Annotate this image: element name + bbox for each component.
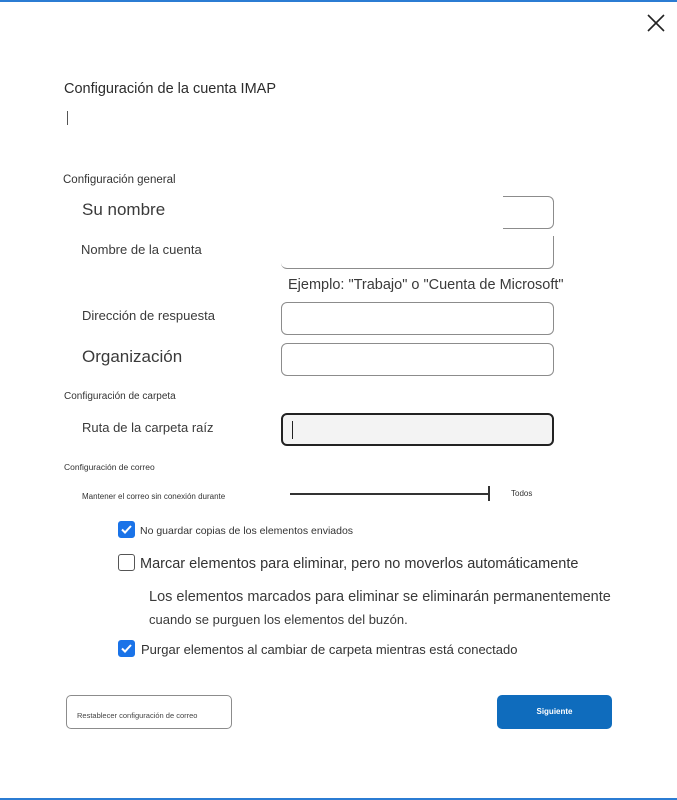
account-name-hint: Ejemplo: "Trabajo" o "Cuenta de Microsoft" bbox=[288, 277, 564, 293]
text-caret bbox=[67, 111, 68, 125]
reply-address-label: Dirección de respuesta bbox=[82, 308, 215, 323]
section-heading-folders: Configuración de carpeta bbox=[64, 391, 176, 402]
mark-for-deletion-checkbox[interactable] bbox=[118, 554, 135, 571]
purge-on-switch-checkbox[interactable] bbox=[118, 640, 135, 657]
reply-address-field[interactable] bbox=[281, 302, 554, 335]
no-sent-copies-label: No guardar copias de los elementos enviados bbox=[140, 525, 354, 537]
organization-field[interactable] bbox=[281, 343, 554, 376]
next-button[interactable]: Siguiente bbox=[497, 695, 612, 729]
mark-for-deletion-label: Marcar elementos para eliminar, pero no moverlos automáticamente bbox=[140, 556, 579, 572]
offline-slider-thumb[interactable] bbox=[488, 486, 490, 501]
checkmark-icon bbox=[119, 522, 134, 537]
close-icon[interactable] bbox=[645, 12, 667, 34]
name-field[interactable] bbox=[503, 196, 554, 229]
no-sent-copies-checkbox[interactable] bbox=[118, 521, 135, 538]
purge-note-line1: Los elementos marcados para eliminar se eliminarán permanentemente bbox=[149, 589, 611, 605]
dialog-title: Configuración de la cuenta IMAP bbox=[64, 81, 276, 97]
purge-on-switch-label: Purgar elementos al cambiar de carpeta mientras está conectado bbox=[141, 642, 518, 657]
offline-slider-track[interactable] bbox=[290, 493, 490, 495]
section-heading-general: Configuración general bbox=[63, 174, 176, 186]
reset-mail-settings-button[interactable]: Restablecer configuración de correo bbox=[66, 695, 232, 729]
section-heading-mail: Configuración de correo bbox=[64, 462, 155, 472]
account-name-field[interactable] bbox=[281, 236, 554, 269]
account-name-label: Nombre de la cuenta bbox=[81, 242, 202, 257]
root-folder-caret bbox=[292, 421, 293, 439]
organization-label: Organización bbox=[82, 347, 183, 366]
checkmark-icon bbox=[119, 641, 134, 656]
root-folder-label: Ruta de la carpeta raíz bbox=[82, 420, 214, 435]
name-label: Su nombre bbox=[82, 200, 166, 219]
root-folder-field[interactable] bbox=[281, 413, 554, 446]
purge-note-line2: cuando se purguen los elementos del buzón. bbox=[149, 612, 408, 627]
offline-slider-value: Todos bbox=[511, 489, 533, 498]
offline-duration-label: Mantener el correo sin conexión durante bbox=[82, 492, 226, 501]
